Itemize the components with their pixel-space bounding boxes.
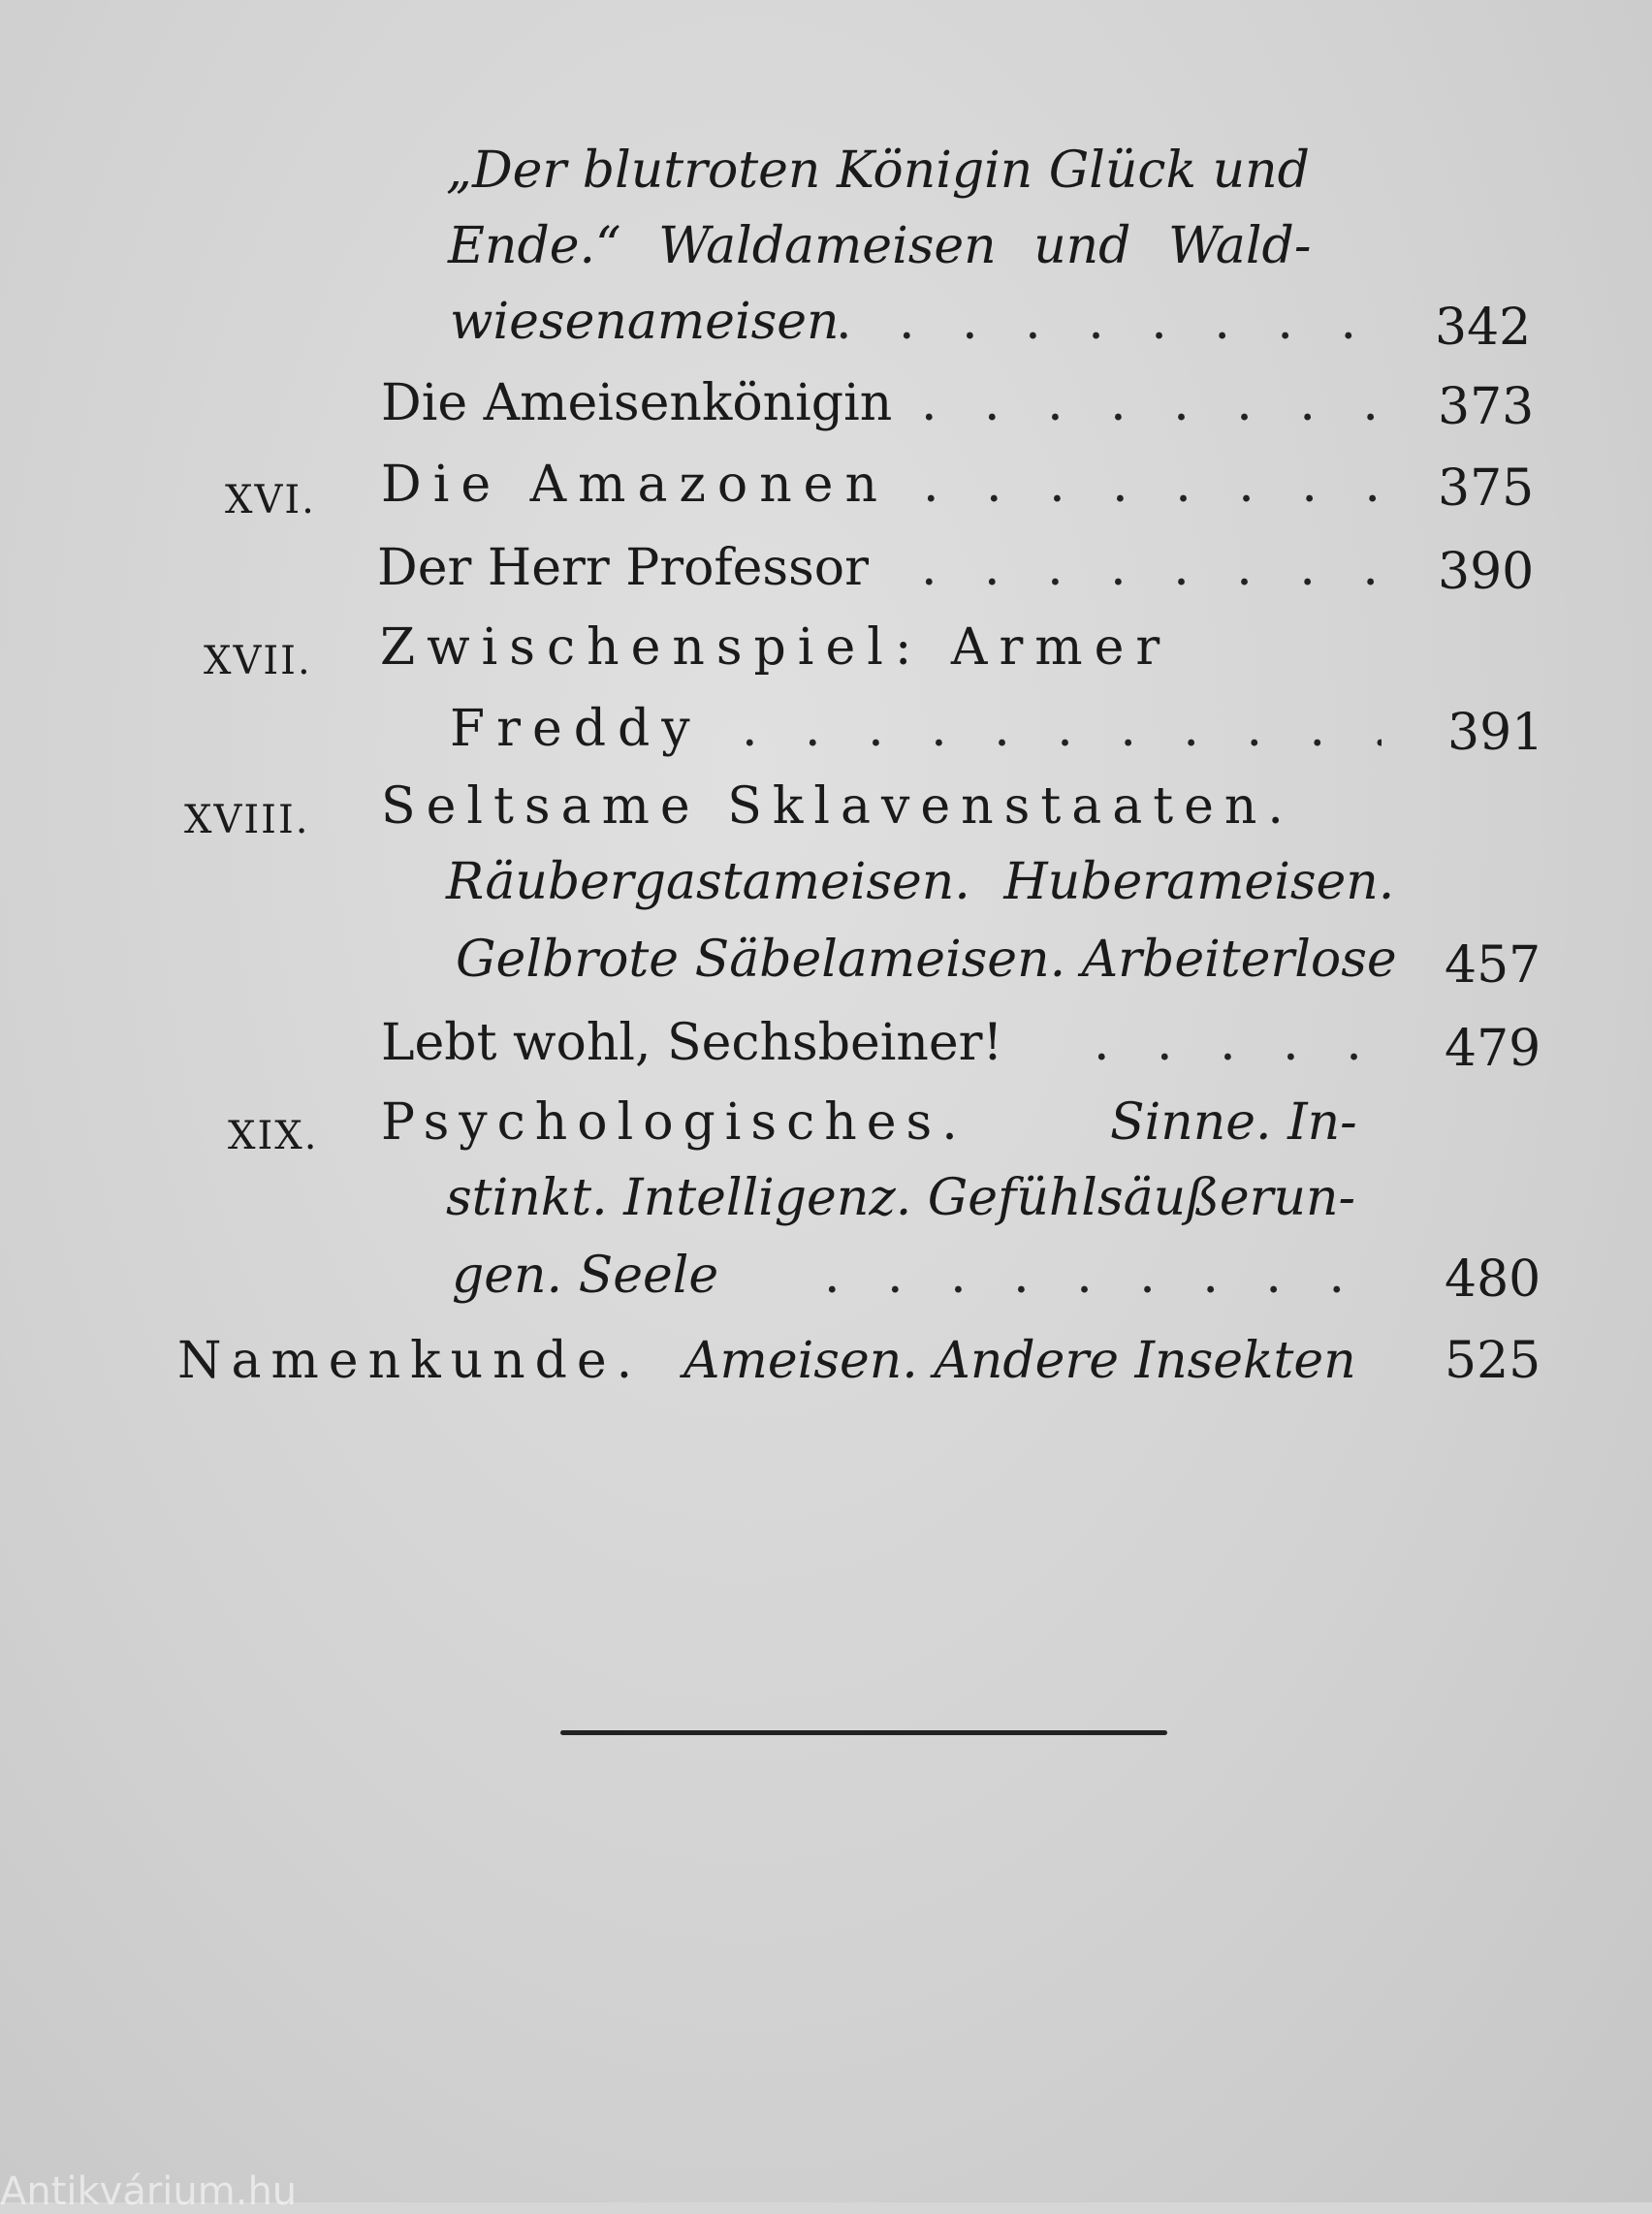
chapter-roman-numeral: XIX. (228, 1114, 319, 1158)
chapter-roman-numeral: XVIII. (184, 798, 310, 842)
toc-entry-3-title: Die Amazonen (381, 456, 889, 514)
toc-entry-6-line-2: Räubergastameisen. Huberameisen. (446, 853, 1395, 911)
toc-leader-dots (836, 297, 1379, 347)
toc-entry-8-line-1a: Psychologisches. (381, 1093, 968, 1152)
toc-entry-8-line-2: stinkt. Intelligenz. Gefühlsäußerun- (446, 1169, 1356, 1227)
page-number: 373 (1438, 378, 1535, 436)
toc-entry-9-subtitle: Ameisen. Andere Insekten (683, 1332, 1356, 1390)
toc-leader-dots (923, 459, 1379, 510)
page-number: 480 (1445, 1250, 1541, 1309)
chapter-roman-numeral: XVII. (204, 639, 312, 683)
chapter-roman-numeral: XVI. (225, 478, 316, 522)
toc-entry-2-title: Die Ameisenkönigin (381, 374, 893, 432)
toc-entry-7-title: Lebt wohl, Sechsbeiner! (381, 1014, 1003, 1072)
page-number: 479 (1445, 1020, 1541, 1078)
toc-entry-1-line-1: „Der blutroten Königin Glück und (446, 142, 1310, 200)
toc-entry-8-line-1b: Sinne. In- (1110, 1093, 1357, 1152)
toc-leader-dots (742, 704, 1382, 754)
page-number: 375 (1438, 459, 1535, 518)
toc-entry-5-line-1: Zwischenspiel: Armer (380, 618, 1172, 677)
toc-entry-9-title: Namenkunde. (177, 1332, 643, 1390)
toc-entry-6-line-3: Gelbrote Säbelameisen. Arbeiterlose (456, 931, 1397, 989)
toc-leader-dots (921, 543, 1379, 593)
toc-entry-5-line-2: Freddy (450, 700, 702, 758)
page-number: 391 (1447, 704, 1544, 762)
toc-entry-1-line-2: Ende.“ Waldameisen und Wald- (448, 217, 1312, 275)
toc-entry-1-line-3: wiesenameisen (450, 293, 840, 351)
toc-entry-4-title: Der Herr Professor (377, 539, 869, 597)
toc-entry-8-line-3: gen. Seele (452, 1247, 719, 1305)
toc-leader-dots (921, 378, 1379, 428)
page-number: 390 (1438, 543, 1535, 601)
watermark: Antikvárium.hu (0, 2169, 298, 2214)
page-number: 342 (1435, 299, 1532, 357)
section-divider-rule (560, 1730, 1167, 1735)
page-number: 525 (1445, 1332, 1541, 1390)
toc-entry-6-line-1: Seltsame Sklavenstaaten. (381, 777, 1294, 836)
page-number: 457 (1445, 936, 1541, 995)
toc-leader-dots (824, 1250, 1382, 1301)
toc-leader-dots (1094, 1018, 1384, 1068)
